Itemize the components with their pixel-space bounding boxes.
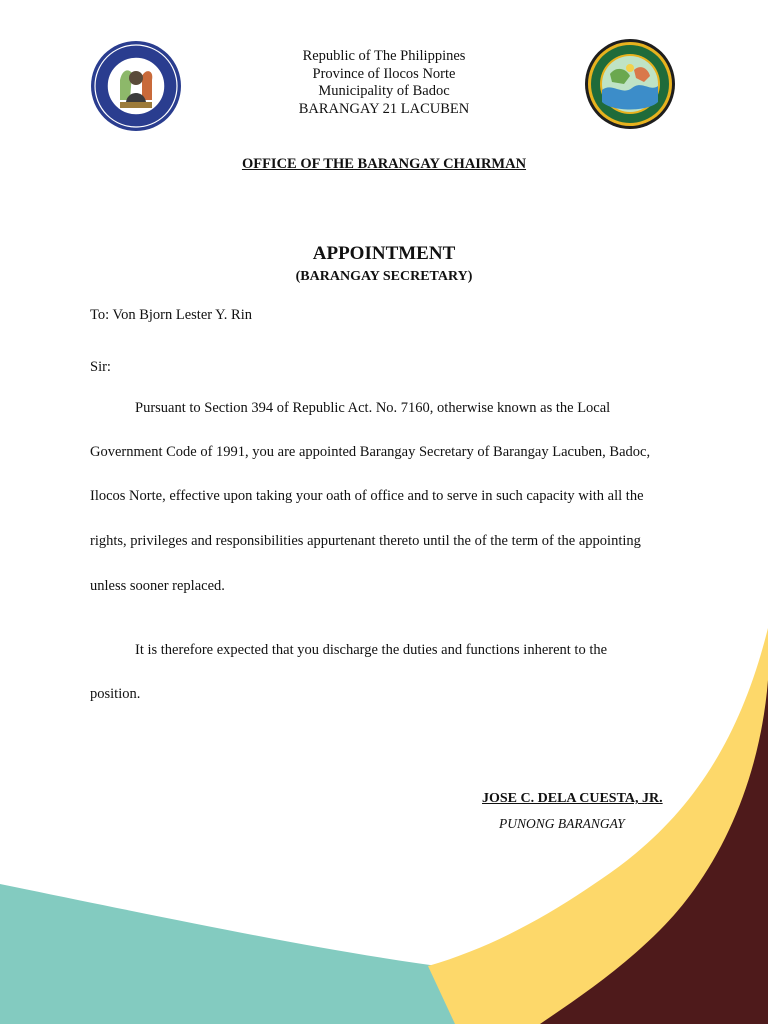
body-line: It is therefore expected that you discharge the duties and functions inherent to the <box>135 642 608 658</box>
body-line: Pursuant to Section 394 of Republic Act. No. 7160, otherwise known as the Local <box>135 400 611 416</box>
body-line: position. <box>90 686 141 702</box>
body-line: Government Code of 1991, you are appointed Barangay Secretary of Barangay Lacuben, Badoc, <box>90 444 651 460</box>
municipal-seal-logo <box>90 40 182 132</box>
letterhead-line-republic: Republic of The Philippines <box>302 48 466 64</box>
body-line: Ilocos Norte, effective upon taking your oath of office and to serve in such capacity with all the <box>90 488 644 504</box>
barangay-seal-logo <box>584 38 676 130</box>
letterhead-line-barangay: BARANGAY 21 LACUBEN <box>298 100 470 117</box>
body-line: rights, privileges and responsibilities appurtenant thereto until the of the term of the appointing <box>90 533 641 549</box>
letterhead-line-province: Province of Ilocos Norte <box>312 65 456 82</box>
office-heading: OFFICE OF THE BARANGAY CHAIRMAN <box>241 156 527 172</box>
addressee: To: Von Bjorn Lester Y. Rin <box>90 307 252 323</box>
letterhead <box>200 48 568 118</box>
document-subtitle: (BARANGAY SECRETARY) <box>295 269 473 284</box>
body-line: unless sooner replaced. <box>90 578 225 594</box>
salutation: Sir: <box>90 359 111 375</box>
letterhead-line-municipality: Municipality of Badoc <box>318 83 450 99</box>
signatory-position: PUNONG BARANGAY <box>499 816 625 831</box>
signatory-name: JOSE C. DELA CUESTA, JR. <box>482 791 663 806</box>
document-title: APPOINTMENT <box>312 243 456 264</box>
